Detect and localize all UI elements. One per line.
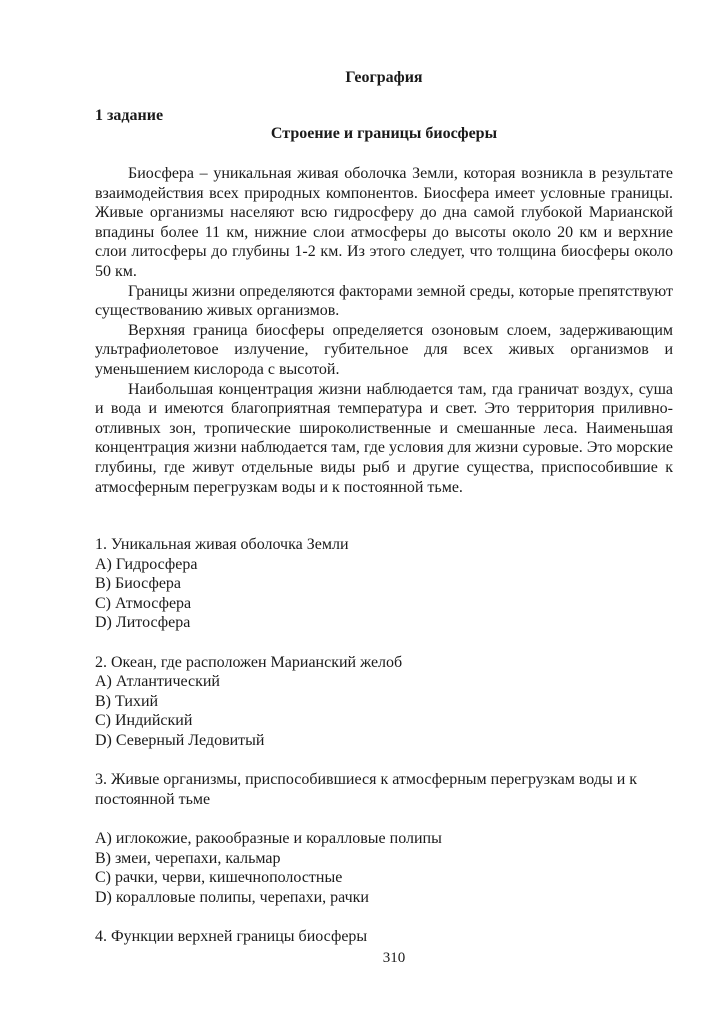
paragraph: Границы жизни определяются факторами земной среды, которые препятствуют существованию живых организмов. [95,282,673,320]
answer-option: C) рачки, черви, кишечнополостные [95,869,343,887]
answer-option: D) коралловые полипы, черепахи, рачки [95,888,369,906]
answer-option: B) Тихий [95,692,159,710]
body-text [95,164,673,497]
question-2 [95,653,673,751]
answer-option: B) Биосфера [95,575,182,593]
question-3 [95,770,673,907]
question-text: 2. Океан, где расположен Марианский желоб [95,653,403,671]
answer-option: C) Индийский [95,712,193,730]
answer-option: A) иглокожие, ракообразные и коралловые полипы [95,829,442,847]
answer-option: C) Атмосфера [95,594,192,612]
answer-option: A) Атлантический [95,673,220,691]
paragraph: Биосфера – уникальная живая оболочка Земли, которая возникла в результате взаимодействия всех природных компонентов. Биосфера имеет условные границы. Живые организмы населяют всю гидросферу до дна самой глубокой Марианской впадины более 11 км, нижние слои атмосферы до высоты около 20 км и верхние слои литосферы до глубины 1-2 км. Из этого следует, что толщина биосферы около 50 км. [95,165,673,280]
questions-list [95,535,673,966]
task-label: 1 задание [95,107,164,124]
answer-option: D) Северный Ледовитый [95,731,265,749]
question-text: 1. Уникальная живая оболочка Земли [95,536,349,553]
spacer [95,809,673,829]
answer-option: B) змеи, черепахи, кальмар [95,849,281,867]
question-text: 3. Живые организмы, приспособившиеся к атмосферным перегрузкам воды и к постоянной тьме [95,771,638,808]
question-text: 4. Функции верхней границы биосферы [95,927,368,945]
document-title: География [345,69,423,86]
paragraph: Верхняя граница биосферы определяется озоновым слоем, задерживающим ультрафиолетовое излучение, губительное для всех живых организмов и уменьшением кислорода с высотой. [95,321,673,378]
section-subtitle: Строение и границы биосферы [270,125,498,142]
answer-option: D) Литосфера [95,614,191,632]
answer-option: A) Гидросфера [95,555,198,573]
paragraph: Наибольшая концентрация жизни наблюдается там, гда граничат воздух, суша и вода и имеются благоприятная температура и свет. Это территория приливно-отливных зон, тропические широколиственные и смешанные леса. Наименьшая концентрация жизни наблюдается там, где условия для жизни суровые. Это морские глубины, где живут отдельные виды рыб и другие существа, приспособившие к атмосферным перегрузкам воды и к постоянной тьме. [95,380,673,496]
question-4 [95,927,673,947]
question-1 [95,535,673,633]
page-number: 310 [382,950,406,966]
